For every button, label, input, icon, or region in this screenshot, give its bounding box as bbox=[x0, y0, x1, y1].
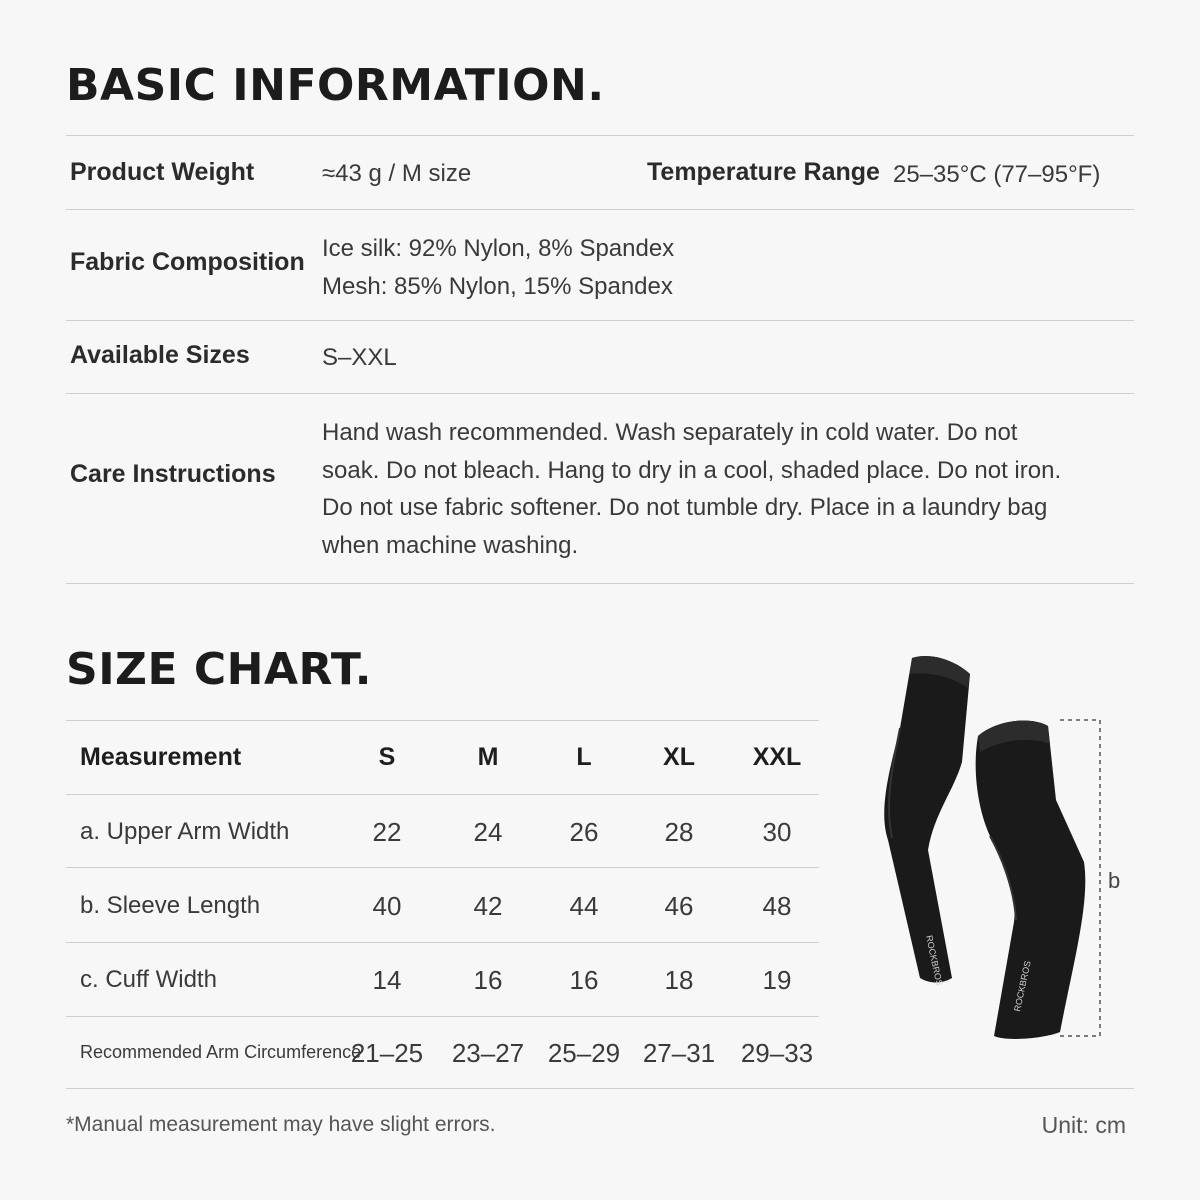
sleeve-right bbox=[976, 721, 1086, 1039]
table-cell: 44 bbox=[569, 891, 599, 921]
table-cell: 21–25 bbox=[350, 1038, 424, 1068]
care-instructions-value: Hand wash recommended. Wash separately in cold water. Do not soak. Do not bleach. Hang to dry in a cool, shaded place. Do not iron. Do not use fabric softener. Do not tumble dry. Place in a laundry bag when machine washing. bbox=[322, 419, 1062, 559]
divider bbox=[66, 320, 1134, 321]
divider bbox=[66, 1088, 1134, 1089]
table-cell: 16 bbox=[569, 965, 599, 995]
table-cell: 19 bbox=[762, 965, 792, 995]
temperature-range-label: Temperature Range bbox=[647, 158, 880, 186]
product-weight-label: Product Weight bbox=[70, 158, 255, 186]
table-cell: 28 bbox=[664, 817, 694, 847]
fabric-composition-line-2: Mesh: 85% Nylon, 15% Spandex bbox=[322, 273, 673, 300]
arm-sleeve-illustration bbox=[850, 640, 1150, 1060]
table-cell: 16 bbox=[473, 965, 503, 995]
table-cell: 30 bbox=[762, 817, 792, 847]
divider bbox=[66, 794, 819, 795]
size-header-xxl: XXL bbox=[752, 743, 802, 771]
row-label: c. Cuff Width bbox=[80, 966, 217, 993]
available-sizes-label: Available Sizes bbox=[70, 341, 250, 369]
measurement-footnote: *Manual measurement may have slight errors. bbox=[66, 1113, 496, 1136]
care-instructions-label: Care Instructions bbox=[70, 460, 276, 488]
size-header-s: S bbox=[378, 743, 396, 771]
table-cell: 26 bbox=[569, 817, 599, 847]
size-header-m: M bbox=[477, 743, 499, 771]
table-cell: 40 bbox=[372, 891, 402, 921]
divider bbox=[66, 867, 819, 868]
divider bbox=[66, 393, 1134, 394]
size-header-l: L bbox=[576, 743, 592, 771]
row-label: Recommended Arm Circumference bbox=[80, 1042, 362, 1062]
table-cell: 23–27 bbox=[451, 1038, 525, 1068]
measurement-header: Measurement bbox=[80, 743, 242, 771]
temperature-range-value: 25–35°C (77–95°F) bbox=[893, 161, 1101, 188]
table-cell: 29–33 bbox=[740, 1038, 814, 1068]
divider bbox=[66, 942, 819, 943]
divider bbox=[66, 209, 1134, 210]
table-cell: 42 bbox=[473, 891, 503, 921]
sleeve-brand-right: ROCKBROS bbox=[1012, 959, 1033, 1013]
size-chart-title: SIZE CHART. bbox=[66, 644, 372, 695]
table-cell: 46 bbox=[664, 891, 694, 921]
table-cell: 25–29 bbox=[547, 1038, 621, 1068]
table-cell: 22 bbox=[372, 817, 402, 847]
unit-label: Unit: cm bbox=[1041, 1112, 1126, 1138]
sleeve-brand-left: ROCKBROS bbox=[924, 934, 945, 987]
table-cell: 27–31 bbox=[642, 1038, 716, 1068]
row-label: a. Upper Arm Width bbox=[80, 818, 290, 845]
table-cell: 14 bbox=[372, 965, 402, 995]
table-cell: 48 bbox=[762, 891, 792, 921]
divider bbox=[66, 583, 1134, 584]
dimension-letter-b: b bbox=[1108, 868, 1121, 893]
fabric-composition-label: Fabric Composition bbox=[70, 248, 305, 276]
available-sizes-value: S–XXL bbox=[322, 344, 397, 371]
divider bbox=[66, 135, 1134, 136]
product-weight-value: ≈43 g / M size bbox=[322, 160, 472, 187]
divider bbox=[66, 720, 819, 721]
divider bbox=[66, 1016, 819, 1017]
table-cell: 24 bbox=[473, 817, 503, 847]
size-header-xl: XL bbox=[663, 743, 695, 771]
table-cell: 18 bbox=[664, 965, 694, 995]
fabric-composition-line-1: Ice silk: 92% Nylon, 8% Spandex bbox=[322, 235, 675, 262]
basic-information-title: BASIC INFORMATION. bbox=[66, 60, 605, 111]
row-label: b. Sleeve Length bbox=[80, 892, 261, 919]
sleeve-left bbox=[884, 656, 970, 983]
